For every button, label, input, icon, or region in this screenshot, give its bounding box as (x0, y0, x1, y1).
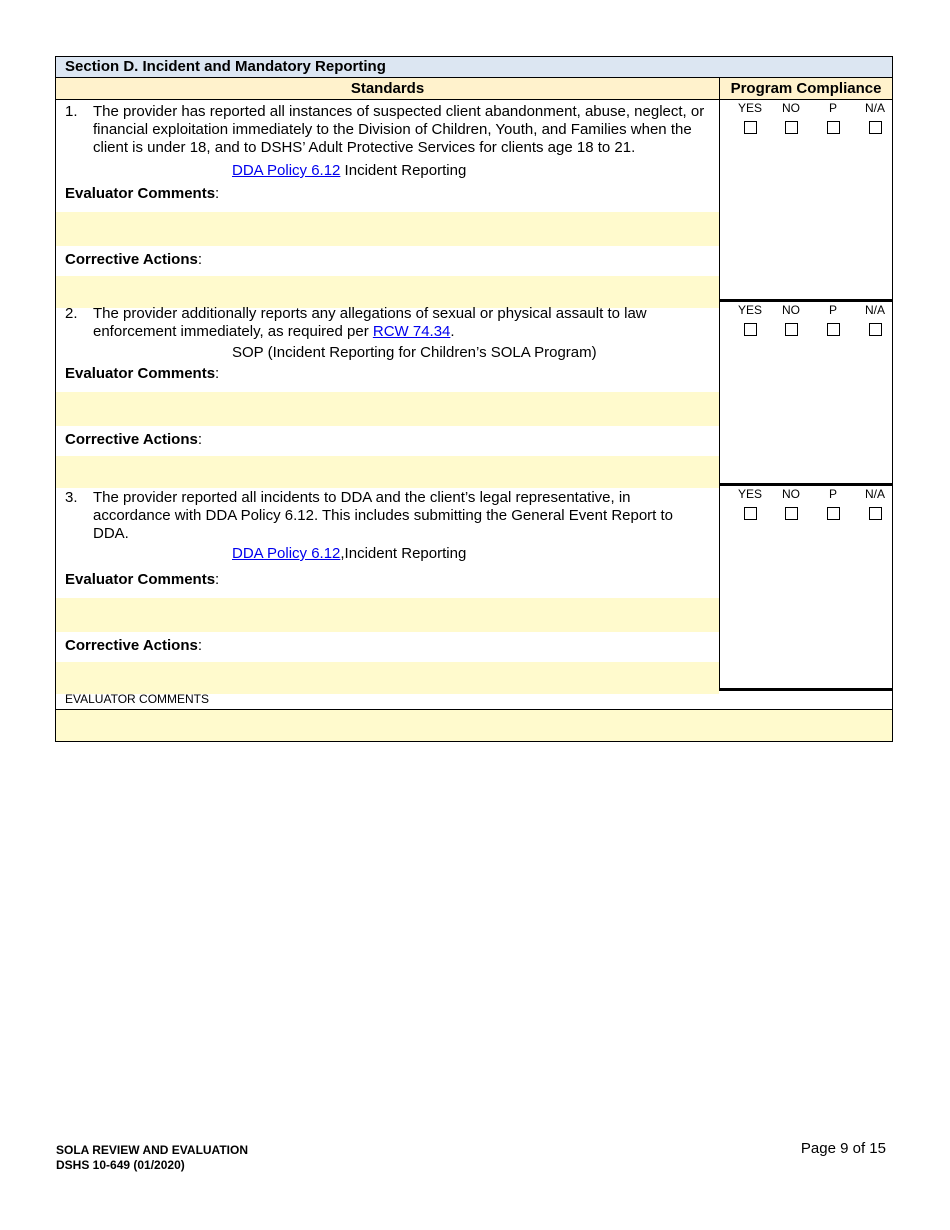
overall-evaluator-comments (55, 689, 893, 742)
na-label: N/A (864, 487, 885, 501)
rcw-link[interactable]: RCW 74.34 (372, 323, 451, 340)
dda-policy-link[interactable]: DDA Policy 6.12 (232, 545, 341, 562)
yes-label: YES (737, 101, 762, 115)
no-label: NO (782, 303, 800, 317)
partial-checkbox[interactable] (827, 507, 840, 520)
na-checkbox[interactable] (869, 507, 882, 520)
table-header (55, 78, 893, 100)
partial-label: P (828, 303, 837, 317)
no-checkbox[interactable] (785, 507, 798, 520)
corrective-actions-label: Corrective Actions: (65, 637, 202, 654)
standard-number: 2. (65, 305, 78, 322)
form-number: DSHS 10-649 (01/2020) (56, 1158, 185, 1172)
na-checkbox[interactable] (869, 323, 882, 336)
no-label: NO (782, 101, 800, 115)
na-label: N/A (864, 101, 885, 115)
corrective-actions-label: Corrective Actions: (65, 431, 202, 448)
standard-reference (56, 162, 719, 180)
overall-evaluator-comments-field[interactable] (56, 709, 892, 741)
compliance-cell (720, 486, 892, 688)
evaluator-comments-caption: EVALUATOR COMMENTS (65, 692, 210, 706)
dda-policy-link[interactable]: DDA Policy 6.12 (232, 162, 341, 179)
standards-header: Standards (56, 78, 720, 99)
corrective-actions-field[interactable] (56, 456, 719, 488)
na-checkbox[interactable] (869, 121, 882, 134)
standard-reference (56, 545, 719, 563)
evaluator-comments-label: Evaluator Comments: (65, 365, 220, 382)
evaluator-comments-label: Evaluator Comments: (65, 571, 220, 588)
compliance-cell (720, 100, 892, 299)
standard-text: The provider has reported all instances of suspected client abandonment, abuse, neglect, or financial exploitation immediately to the Division of Children, Youth, and Families when the client is under 18, and to DSHS’ Adult Protective Services for clients age 18 to 21. (93, 103, 705, 156)
standard-number: 1. (65, 103, 78, 120)
reference-text: ,Incident Reporting (340, 545, 467, 562)
corrective-actions-label: Corrective Actions: (65, 251, 202, 268)
yes-checkbox[interactable] (744, 323, 757, 336)
page-number: Page 9 of 15 (800, 1140, 886, 1157)
form-title: SOLA REVIEW AND EVALUATION (56, 1143, 248, 1157)
partial-label: P (828, 101, 837, 115)
evaluator-comments-field[interactable] (56, 212, 719, 246)
no-checkbox[interactable] (785, 121, 798, 134)
program-compliance-header: Program Compliance (730, 80, 882, 97)
partial-checkbox[interactable] (827, 323, 840, 336)
evaluator-comments-label: Evaluator Comments: (65, 185, 220, 202)
incident-reporting-form (55, 56, 893, 742)
standard-row-1 (55, 100, 893, 300)
reference-text: Incident Reporting (340, 162, 467, 179)
evaluator-comments-field[interactable] (56, 392, 719, 426)
standard-row-2 (55, 300, 893, 484)
yes-checkbox[interactable] (744, 507, 757, 520)
no-label: NO (782, 487, 800, 501)
standard-text: The provider additionally reports any allegations of sexual or physical assault to law enforcement immediately, as required per RCW 74.34. (93, 305, 647, 340)
standard-row-3 (55, 484, 893, 689)
partial-checkbox[interactable] (827, 121, 840, 134)
section-title: Section D. Incident and Mandatory Reporting (55, 56, 893, 78)
no-checkbox[interactable] (785, 323, 798, 336)
standard-text: The provider reported all incidents to DDA and the client’s legal representative, in accordance with DDA Policy 6.12. This includes submitting the General Event Report to DDA. (93, 489, 674, 542)
standard-number: 3. (65, 489, 78, 506)
yes-label: YES (737, 487, 762, 501)
evaluator-comments-field[interactable] (56, 598, 719, 632)
compliance-cell (720, 302, 892, 483)
yes-checkbox[interactable] (744, 121, 757, 134)
footer-form-info (56, 1143, 248, 1173)
na-label: N/A (864, 303, 885, 317)
standard-reference: SOP (Incident Reporting for Children’s SOLA Program) (232, 344, 597, 361)
yes-label: YES (737, 303, 762, 317)
partial-label: P (828, 487, 837, 501)
corrective-actions-field[interactable] (56, 662, 719, 694)
